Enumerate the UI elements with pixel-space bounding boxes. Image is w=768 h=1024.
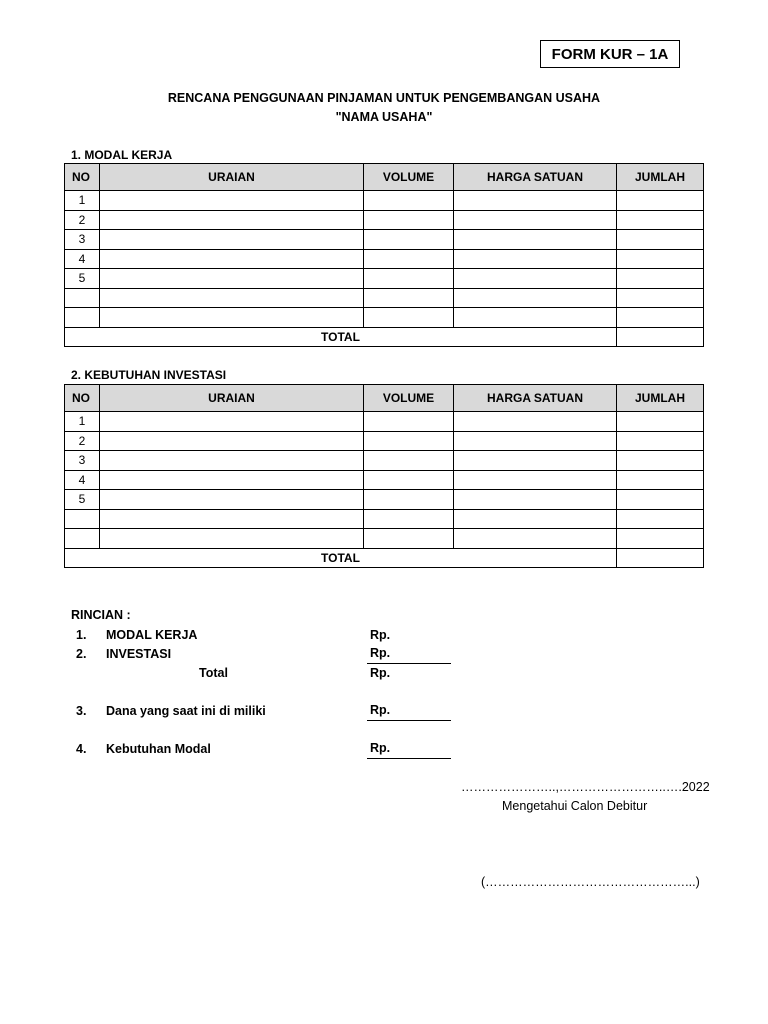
uraian-cell[interactable] bbox=[100, 529, 364, 549]
header-volume: VOLUME bbox=[364, 164, 454, 191]
form-code-box: FORM KUR – 1A bbox=[540, 40, 680, 68]
jumlah-cell[interactable] bbox=[617, 509, 704, 529]
volume-cell[interactable] bbox=[364, 431, 454, 451]
table-header-row bbox=[65, 385, 704, 412]
total-jumlah-cell[interactable] bbox=[617, 327, 704, 347]
jumlah-cell[interactable] bbox=[617, 490, 704, 510]
table-row bbox=[65, 230, 704, 250]
rincian-currency: Rp. bbox=[370, 666, 391, 680]
total-label: TOTAL bbox=[65, 548, 617, 568]
total-row bbox=[65, 327, 704, 347]
header-harga-satuan: HARGA SATUAN bbox=[454, 385, 617, 412]
volume-cell[interactable] bbox=[364, 210, 454, 230]
header-volume: VOLUME bbox=[364, 385, 454, 412]
row-number bbox=[65, 529, 100, 549]
uraian-cell[interactable] bbox=[100, 210, 364, 230]
row-number: 1 bbox=[65, 191, 100, 211]
row-number: 2 bbox=[65, 210, 100, 230]
row-number bbox=[65, 509, 100, 529]
volume-cell[interactable] bbox=[364, 529, 454, 549]
row-number: 2 bbox=[65, 431, 100, 451]
investasi-table bbox=[64, 384, 704, 568]
header-jumlah: JUMLAH bbox=[617, 164, 704, 191]
header-jumlah: JUMLAH bbox=[617, 385, 704, 412]
volume-cell[interactable] bbox=[364, 288, 454, 308]
jumlah-cell[interactable] bbox=[617, 412, 704, 432]
harga-satuan-cell[interactable] bbox=[454, 451, 617, 471]
rincian-item-number: 2. bbox=[76, 647, 87, 661]
table-row bbox=[65, 288, 704, 308]
volume-cell[interactable] bbox=[364, 191, 454, 211]
uraian-cell[interactable] bbox=[100, 412, 364, 432]
table-row bbox=[65, 529, 704, 549]
jumlah-cell[interactable] bbox=[617, 529, 704, 549]
rincian-item-label: Dana yang saat ini di miliki bbox=[106, 704, 266, 718]
rincian-item-label: Kebutuhan Modal bbox=[106, 742, 211, 756]
harga-satuan-cell[interactable] bbox=[454, 470, 617, 490]
harga-satuan-cell[interactable] bbox=[454, 412, 617, 432]
rincian-item-label: MODAL KERJA bbox=[106, 628, 198, 642]
volume-cell[interactable] bbox=[364, 470, 454, 490]
uraian-cell[interactable] bbox=[100, 249, 364, 269]
harga-satuan-cell[interactable] bbox=[454, 249, 617, 269]
business-name-title: "NAMA USAHA" bbox=[335, 110, 433, 124]
jumlah-cell[interactable] bbox=[617, 249, 704, 269]
harga-satuan-cell[interactable] bbox=[454, 431, 617, 451]
row-number bbox=[65, 288, 100, 308]
table-row bbox=[65, 210, 704, 230]
row-number bbox=[65, 308, 100, 328]
table-row bbox=[65, 509, 704, 529]
rincian-item-number: 4. bbox=[76, 742, 87, 756]
jumlah-cell[interactable] bbox=[617, 308, 704, 328]
total-label: TOTAL bbox=[65, 327, 617, 347]
acknowledge-label: Mengetahui Calon Debitur bbox=[502, 799, 648, 813]
jumlah-cell[interactable] bbox=[617, 191, 704, 211]
harga-satuan-cell[interactable] bbox=[454, 490, 617, 510]
row-number: 1 bbox=[65, 412, 100, 432]
harga-satuan-cell[interactable] bbox=[454, 191, 617, 211]
uraian-cell[interactable] bbox=[100, 451, 364, 471]
total-row bbox=[65, 548, 704, 568]
rincian-amount-field[interactable]: Rp. bbox=[367, 646, 451, 664]
volume-cell[interactable] bbox=[364, 509, 454, 529]
jumlah-cell[interactable] bbox=[617, 230, 704, 250]
section-modal-kerja-heading: 1. MODAL KERJA bbox=[71, 148, 173, 162]
rincian-currency: Rp. bbox=[370, 628, 391, 642]
harga-satuan-cell[interactable] bbox=[454, 529, 617, 549]
header-uraian: URAIAN bbox=[100, 164, 364, 191]
table-row bbox=[65, 431, 704, 451]
row-number: 3 bbox=[65, 230, 100, 250]
volume-cell[interactable] bbox=[364, 269, 454, 289]
uraian-cell[interactable] bbox=[100, 431, 364, 451]
jumlah-cell[interactable] bbox=[617, 288, 704, 308]
row-number: 4 bbox=[65, 470, 100, 490]
rincian-item-label: INVESTASI bbox=[106, 647, 172, 661]
volume-cell[interactable] bbox=[364, 451, 454, 471]
uraian-cell[interactable] bbox=[100, 490, 364, 510]
uraian-cell[interactable] bbox=[100, 191, 364, 211]
uraian-cell[interactable] bbox=[100, 308, 364, 328]
header-no: NO bbox=[65, 164, 100, 191]
volume-cell[interactable] bbox=[364, 230, 454, 250]
harga-satuan-cell[interactable] bbox=[454, 288, 617, 308]
rincian-amount-field[interactable]: Rp. bbox=[367, 703, 451, 721]
uraian-cell[interactable] bbox=[100, 230, 364, 250]
row-number: 3 bbox=[65, 451, 100, 471]
volume-cell[interactable] bbox=[364, 308, 454, 328]
header-uraian: URAIAN bbox=[100, 385, 364, 412]
table-row bbox=[65, 490, 704, 510]
harga-satuan-cell[interactable] bbox=[454, 509, 617, 529]
volume-cell[interactable] bbox=[364, 249, 454, 269]
volume-cell[interactable] bbox=[364, 412, 454, 432]
rincian-item-number: 3. bbox=[76, 704, 87, 718]
signature-name-line[interactable]: (…………………………………………...) bbox=[481, 875, 700, 889]
table-row bbox=[65, 451, 704, 471]
uraian-cell[interactable] bbox=[100, 288, 364, 308]
jumlah-cell[interactable] bbox=[617, 470, 704, 490]
table-row bbox=[65, 269, 704, 289]
rincian-heading: RINCIAN : bbox=[71, 608, 131, 622]
page-title: RENCANA PENGGUNAAN PINJAMAN UNTUK PENGEMBANGAN USAHA bbox=[167, 91, 601, 105]
rincian-item-number: 1. bbox=[76, 628, 87, 642]
jumlah-cell[interactable] bbox=[617, 451, 704, 471]
header-harga-satuan: HARGA SATUAN bbox=[454, 164, 617, 191]
jumlah-cell[interactable] bbox=[617, 269, 704, 289]
rincian-amount-field[interactable]: Rp. bbox=[367, 741, 451, 759]
harga-satuan-cell[interactable] bbox=[454, 230, 617, 250]
table-row bbox=[65, 308, 704, 328]
modal-kerja-table bbox=[64, 163, 704, 347]
harga-satuan-cell[interactable] bbox=[454, 210, 617, 230]
table-row bbox=[65, 470, 704, 490]
table-header-row bbox=[65, 164, 704, 191]
jumlah-cell[interactable] bbox=[617, 210, 704, 230]
uraian-cell[interactable] bbox=[100, 509, 364, 529]
table-row bbox=[65, 249, 704, 269]
section-investasi-heading: 2. KEBUTUHAN INVESTASI bbox=[71, 368, 227, 382]
total-jumlah-cell[interactable] bbox=[617, 548, 704, 568]
harga-satuan-cell[interactable] bbox=[454, 269, 617, 289]
table-row bbox=[65, 191, 704, 211]
uraian-cell[interactable] bbox=[100, 470, 364, 490]
date-line[interactable]: …………………..,……………………..….2022 bbox=[461, 780, 710, 794]
harga-satuan-cell[interactable] bbox=[454, 308, 617, 328]
row-number: 4 bbox=[65, 249, 100, 269]
rincian-total-label: Total bbox=[199, 666, 228, 680]
uraian-cell[interactable] bbox=[100, 269, 364, 289]
table-row bbox=[65, 412, 704, 432]
row-number: 5 bbox=[65, 269, 100, 289]
header-no: NO bbox=[65, 385, 100, 412]
row-number: 5 bbox=[65, 490, 100, 510]
jumlah-cell[interactable] bbox=[617, 431, 704, 451]
volume-cell[interactable] bbox=[364, 490, 454, 510]
